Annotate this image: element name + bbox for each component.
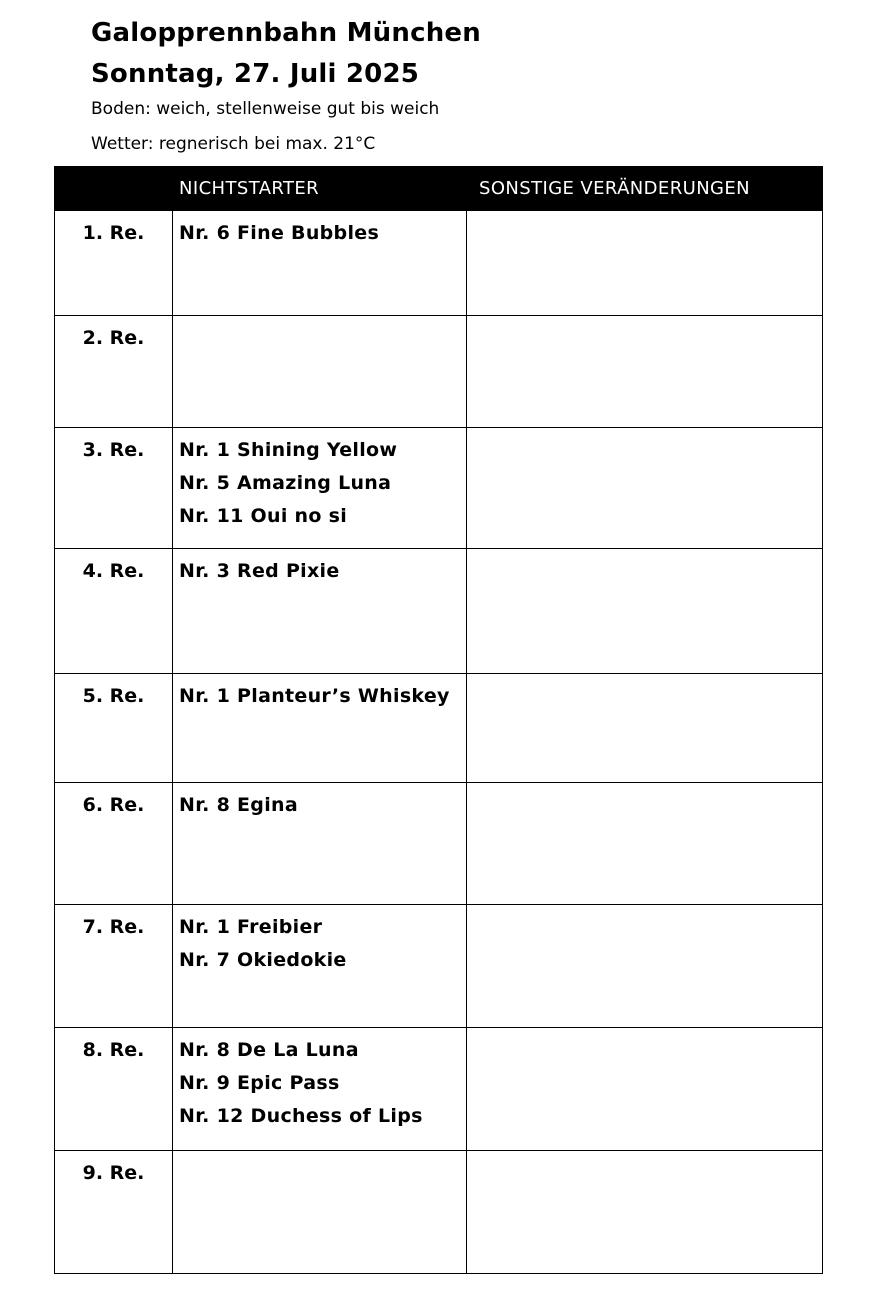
header-race bbox=[55, 167, 173, 211]
nonrunner-entry: Nr. 1 Freibier bbox=[179, 916, 323, 938]
race-number: 1. Re. bbox=[55, 211, 173, 316]
race-changes-table bbox=[54, 166, 823, 1274]
table-row bbox=[55, 1028, 823, 1151]
header-nonrunners: NICHTSTARTER bbox=[173, 167, 467, 211]
nonrunner-entry: Nr. 9 Epic Pass bbox=[179, 1072, 340, 1094]
weather-info: Wetter: regnerisch bei max. 21°C bbox=[91, 134, 376, 154]
table-row bbox=[55, 783, 823, 905]
table-body bbox=[55, 211, 823, 1274]
race-date: Sonntag, 27. Juli 2025 bbox=[91, 59, 420, 89]
nonrunner-entry: Nr. 8 Egina bbox=[179, 794, 298, 816]
table-row bbox=[55, 674, 823, 783]
table-row bbox=[55, 549, 823, 674]
nonrunner-entry: Nr. 3 Red Pixie bbox=[179, 560, 340, 582]
nonrunner-entry: Nr. 11 Oui no si bbox=[179, 505, 348, 527]
other-changes-cell bbox=[467, 316, 823, 428]
nonrunner-entry: Nr. 1 Shining Yellow bbox=[179, 439, 398, 461]
race-number: 7. Re. bbox=[55, 905, 173, 1028]
race-number: 6. Re. bbox=[55, 783, 173, 905]
other-changes-cell bbox=[467, 1028, 823, 1151]
other-changes-cell bbox=[467, 549, 823, 674]
venue-title: Galopprennbahn München bbox=[91, 18, 481, 48]
other-changes-cell bbox=[467, 428, 823, 549]
nonrunners-cell bbox=[173, 905, 467, 1028]
table-row bbox=[55, 428, 823, 549]
document-header bbox=[91, 14, 481, 154]
nonrunners-cell bbox=[173, 428, 467, 549]
race-number: 5. Re. bbox=[55, 674, 173, 783]
table-row bbox=[55, 316, 823, 428]
race-number: 4. Re. bbox=[55, 549, 173, 674]
nonrunner-entry: Nr. 5 Amazing Luna bbox=[179, 472, 392, 494]
header-other-changes: SONSTIGE VERÄNDERUNGEN bbox=[467, 167, 823, 211]
race-number: 8. Re. bbox=[55, 1028, 173, 1151]
table-header bbox=[55, 167, 823, 211]
other-changes-cell bbox=[467, 674, 823, 783]
nonrunner-entry: Nr. 6 Fine Bubbles bbox=[179, 222, 380, 244]
nonrunners-cell bbox=[173, 549, 467, 674]
nonrunners-cell bbox=[173, 1028, 467, 1151]
nonrunner-entry: Nr. 8 De La Luna bbox=[179, 1039, 359, 1061]
race-number: 9. Re. bbox=[55, 1151, 173, 1274]
other-changes-cell bbox=[467, 783, 823, 905]
nonrunners-cell bbox=[173, 211, 467, 316]
nonrunners-cell bbox=[173, 674, 467, 783]
nonrunner-entry: Nr. 7 Okiedokie bbox=[179, 949, 347, 971]
ground-condition: Boden: weich, stellenweise gut bis weich bbox=[91, 99, 440, 119]
other-changes-cell bbox=[467, 211, 823, 316]
table-row bbox=[55, 905, 823, 1028]
table-row bbox=[55, 211, 823, 316]
race-number: 2. Re. bbox=[55, 316, 173, 428]
other-changes-cell bbox=[467, 905, 823, 1028]
race-number: 3. Re. bbox=[55, 428, 173, 549]
nonrunners-cell bbox=[173, 316, 467, 428]
nonrunner-entry: Nr. 12 Duchess of Lips bbox=[179, 1105, 423, 1127]
other-changes-cell bbox=[467, 1151, 823, 1274]
nonrunner-entry: Nr. 1 Planteur’s Whiskey bbox=[179, 685, 450, 707]
table-row bbox=[55, 1151, 823, 1274]
nonrunners-cell bbox=[173, 783, 467, 905]
nonrunners-cell bbox=[173, 1151, 467, 1274]
